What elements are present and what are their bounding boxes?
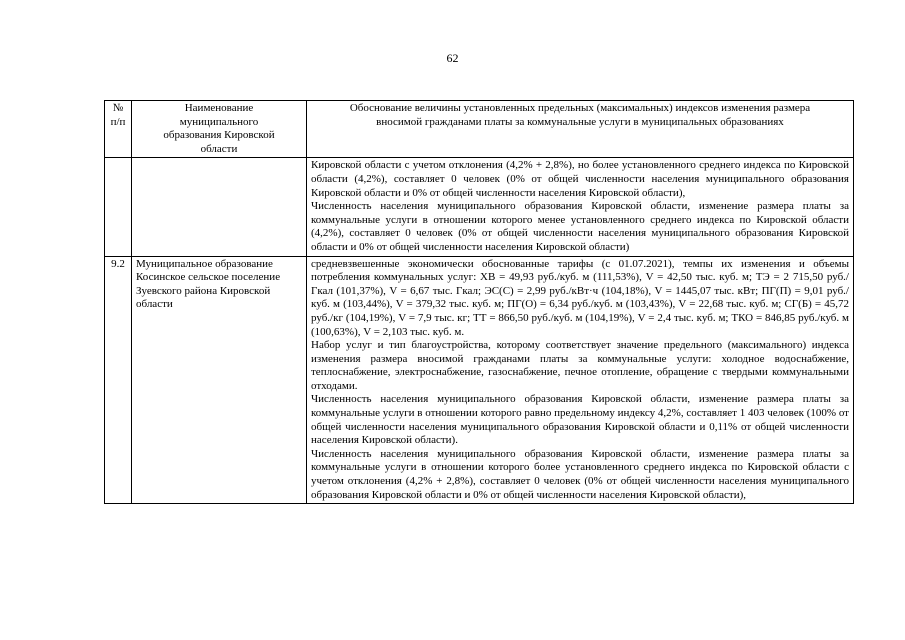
header-justification-line: Обоснование величины установленных предельных (максимальных) индексов изменения размера	[349, 102, 811, 114]
row-number: 9.2	[105, 256, 132, 504]
justification-paragraph: средневзвешенные экономически обоснованные тарифы (с 01.07.2021), темпы их изменения и объемы потребления коммунальных услуг: ХВ = 49,93 руб./куб. м (111,53%), V = 42,50 тыс. куб. м; ТЭ = 2 715,50 руб./Гкал (101,37%), V = 6,67 тыс. Гкал; ЭС(С) = 2,99 руб./кВт·ч (104,18%), V = 1445,07 тыс. кВт; ПГ(П) = 9,01 руб./куб. м (103,44%), V = 379,32 тыс. куб. м; ПГ(О) = 6,34 руб./куб. м (103,43%), V = 22,68 тыс. куб. м; СГ(Б) = 45,72 руб./кг (104,19%), V = 7,9 тыс. кг; ТТ = 866,50 руб./куб. м (104,19%), V = 2,4 тыс. куб. м; ТКО = 846,85 руб./куб. м (100,63%), V = 2,103 тыс. куб. м.	[311, 257, 849, 338]
row-number	[105, 158, 132, 256]
header-justification	[307, 101, 854, 158]
header-municipality-line: муниципального	[179, 115, 259, 128]
header-municipality-line: Наименование	[184, 102, 254, 114]
header-number-line: п/п	[110, 115, 126, 128]
row-justification	[307, 256, 854, 504]
header-municipality-line: образования Кировской	[163, 129, 275, 142]
tariff-justification-table	[104, 100, 854, 504]
justification-paragraph: Кировской области с учетом отклонения (4,2% + 2,8%), но более установленного среднего индекса по Кировской области (4,2%), составляет 0 человек (0% от общей численности населения муниципального образования Кировской области и 0% от общей численности населения Кировской области),	[311, 159, 849, 199]
header-justification-line: вносимой гражданами платы за коммунальные услуги в муниципальных образованиях	[376, 115, 784, 128]
justification-paragraph: Численность населения муниципального образования Кировской области, изменение размера платы за коммунальные услуги в отношении которого менее установленного среднего индекса по Кировской области (4,2%), составляет 0 человек (0% от общей численности населения муниципального образования Кировской области и 0% от общей численности населения Кировской области)	[311, 200, 849, 253]
header-number	[105, 101, 132, 158]
justification-paragraph: Численность населения муниципального образования Кировской области, изменение размера платы за коммунальные услуги в отношении которого более установленного среднего индекса по Кировской области с учетом отклонения (4,2% + 2,8%), составляет 0 человек (0% от общей численности населения муниципального образования Кировской области и 0% от общей численности населения Кировской области),	[311, 447, 849, 501]
header-municipality	[132, 101, 307, 158]
header-municipality-line: области	[200, 142, 238, 155]
table-row	[105, 158, 854, 256]
row-municipality	[132, 158, 307, 256]
row-justification	[307, 158, 854, 256]
page-number: 62	[446, 51, 459, 65]
table-row	[105, 256, 854, 504]
justification-paragraph: Численность населения муниципального образования Кировской области, изменение размера платы за коммунальные услуги в отношении которого равно предельному индексу 4,2%, составляет 1 403 человек (100% от общей численности населения муниципального образования Кировской области и 0,11% от общей численности населения Кировской области).	[311, 393, 849, 447]
table-header-row	[105, 101, 854, 158]
header-number-line: №	[112, 102, 124, 114]
justification-paragraph: Набор услуг и тип благоустройства, которому соответствует значение предельного (максимального) индекса изменения размера вносимой гражданами платы за коммунальные услуги: холодное водоснабжение, теплоснабжение, электроснабжение, газоснабжение, печное отопление, обращение с твердыми коммунальными отходами.	[311, 339, 849, 392]
row-municipality: Муниципальное образование Косинское сельское поселение Зуевского района Кировской области	[132, 256, 307, 504]
